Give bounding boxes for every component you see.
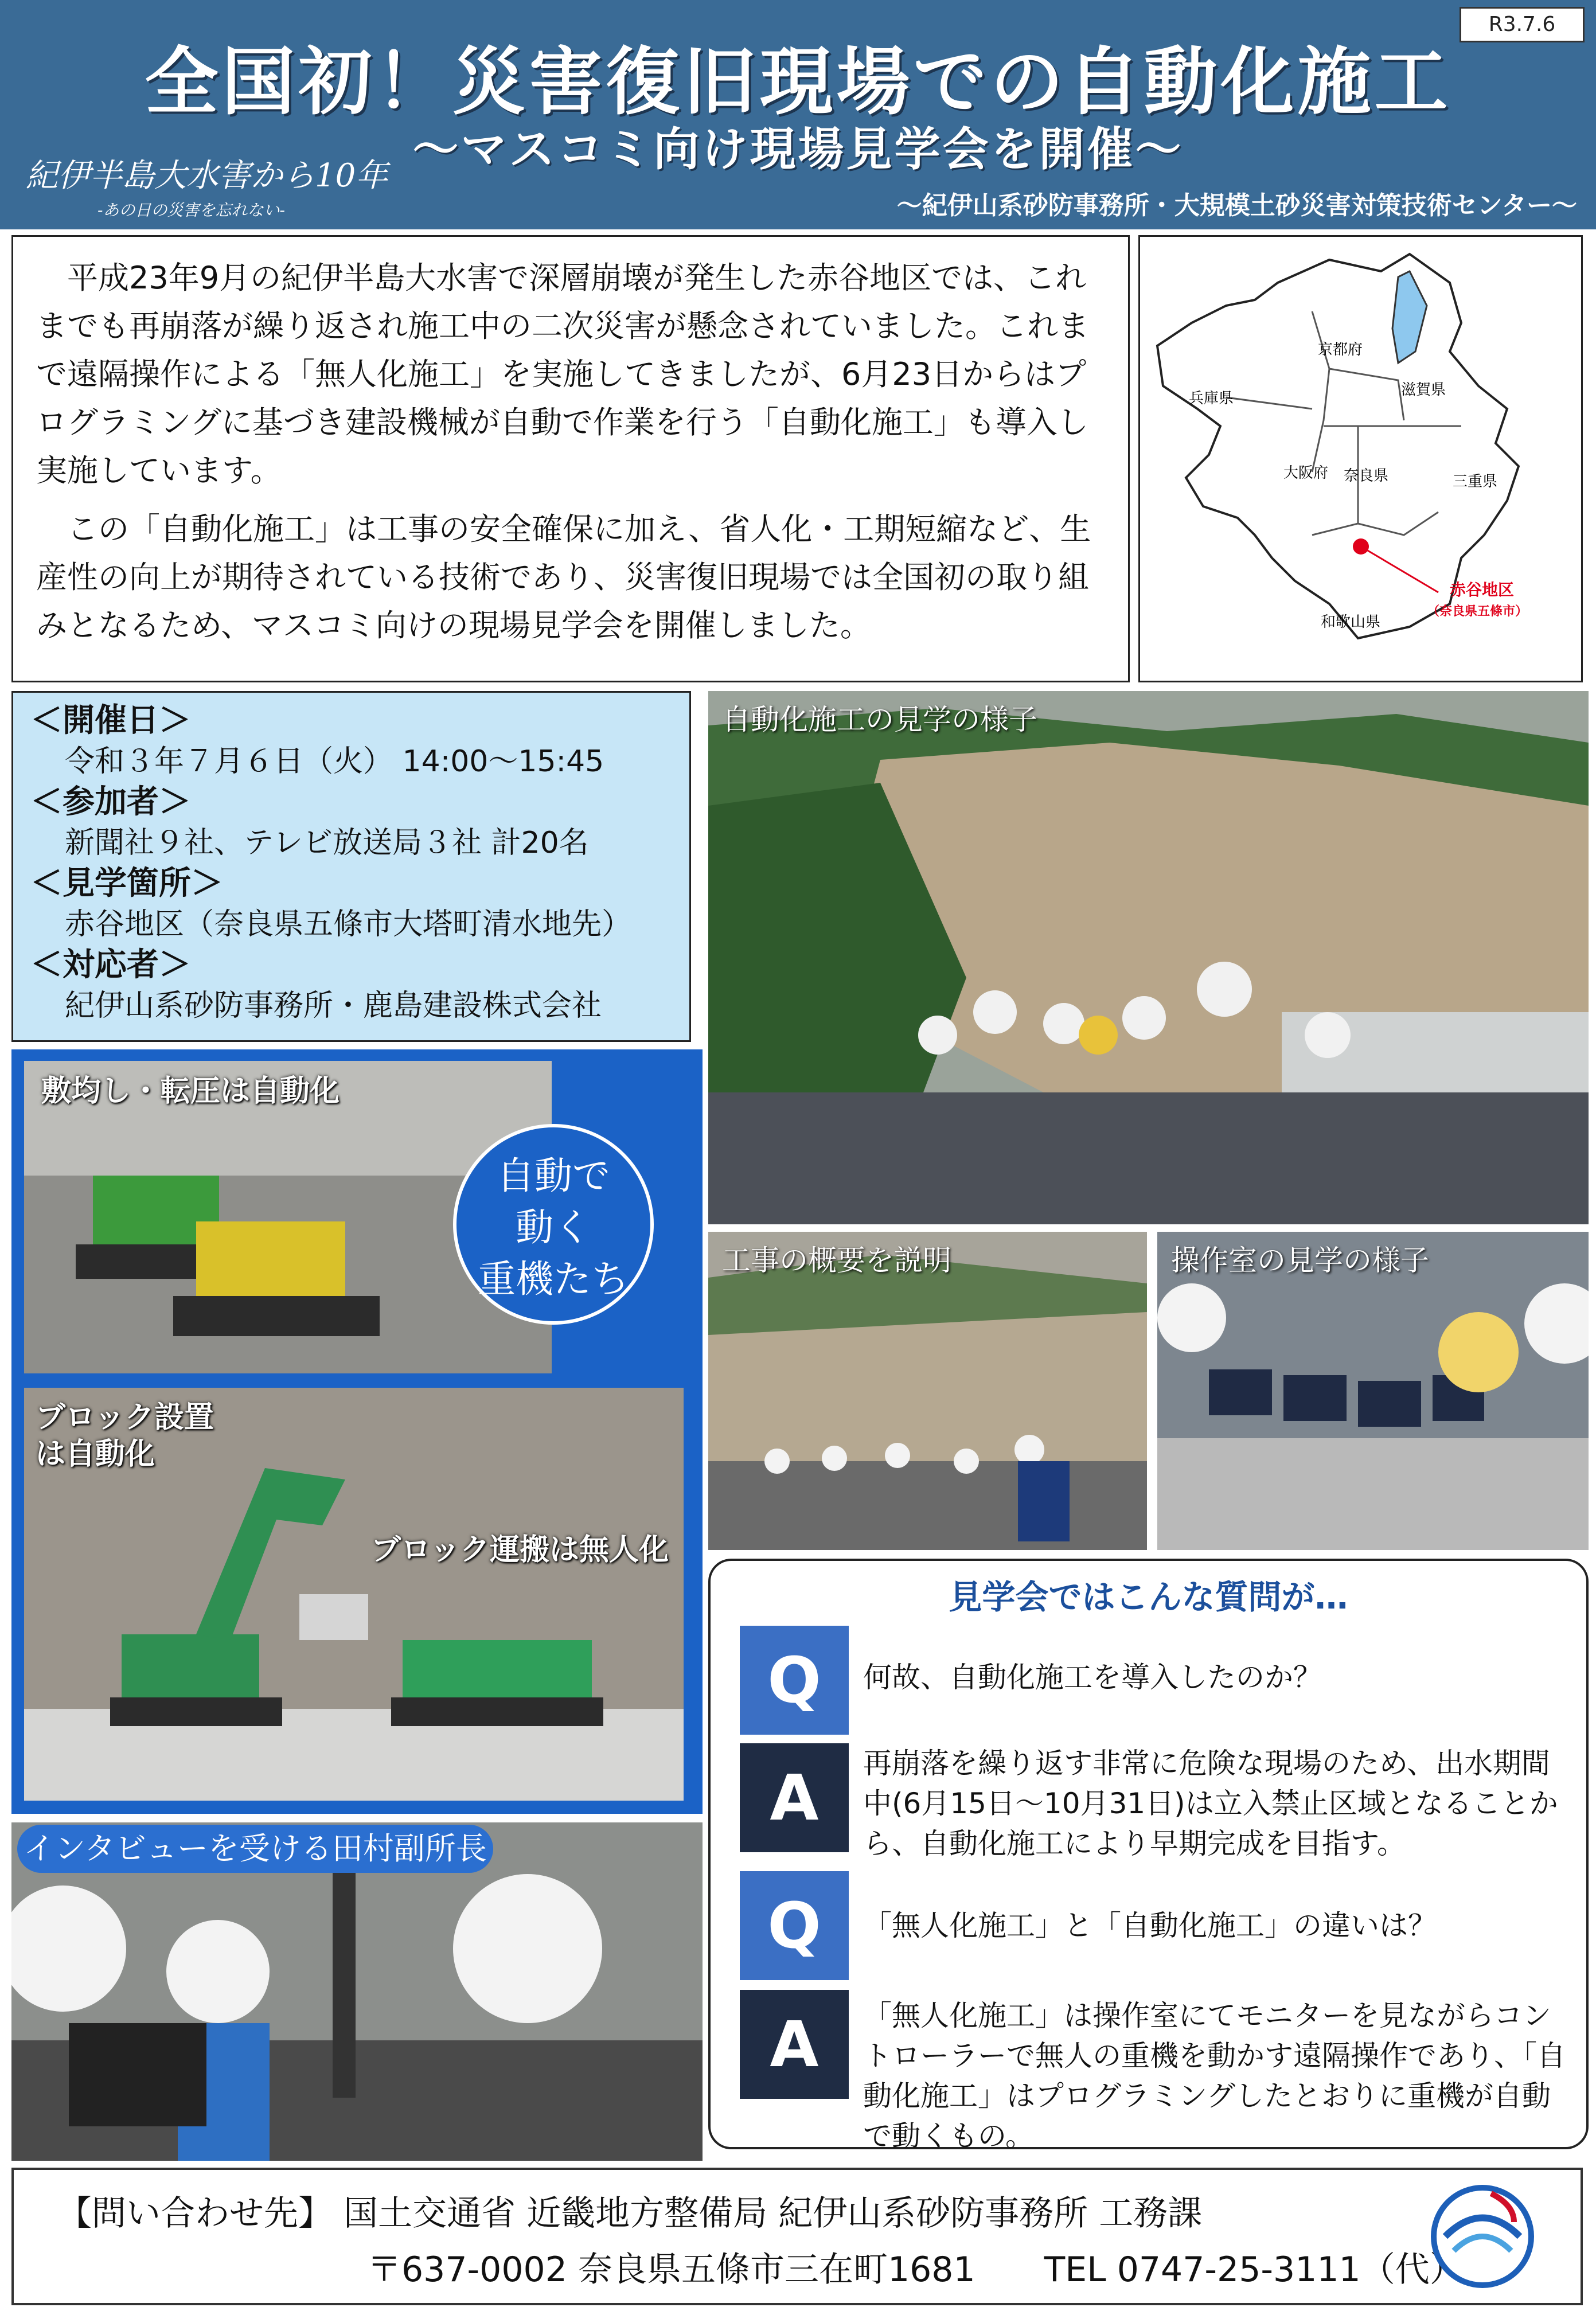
overview-photo-caption: 工事の概要を説明 — [722, 1244, 951, 1277]
question-1: 何故、自動化施工を導入したのか？ — [863, 1661, 1322, 1694]
intro-text-box — [11, 235, 1130, 682]
block-work-photo — [24, 1388, 684, 1801]
event-info-box — [11, 691, 691, 1042]
block-place-caption: ブロック設置は自動化 — [36, 1400, 214, 1471]
intro-paragraph-1: 平成23年9月の紀伊半島大水害で深層崩壊が発生した赤谷地区では、これまでも再崩落が繰り返され施工中の二次災害が懸念されていました。これまで遠隔操作による「無人化施工」を実施してきましたが、6月23日からはプログラミングに基づき建設機械が自動で作業を行う「自動化施工」も導入し実施しています。 — [36, 260, 1089, 489]
question-2: 「無人化施工」と「自動化施工」の違いは？ — [863, 1909, 1437, 1942]
leveling-caption: 敷均し・転圧は自動化 — [41, 1074, 340, 1108]
question-badge-2: Q — [740, 1871, 849, 1980]
interview-caption: インタビューを受ける田村副所長 — [17, 1825, 493, 1873]
map-label-hyogo: 兵庫県 — [1189, 390, 1234, 407]
info-place-value: 赤谷地区（奈良県五條市大塔町清水地先） — [65, 907, 632, 942]
map-site-sublabel: （奈良県五條市） — [1427, 604, 1528, 619]
page-title: 全国初！災害復旧現場での自動化施工 — [145, 40, 1451, 125]
interview-photo — [11, 1822, 703, 2161]
overview-photo — [708, 1232, 1147, 1550]
ministry-logo-icon — [1428, 2182, 1537, 2291]
map-label-kyoto: 京都府 — [1318, 341, 1363, 358]
answer-2: 「無人化施工」は操作室にてモニターを見ながらコントローラーで無人の重機を動かす遠隔操作であり、「自動化施工」はプログラミングしたとおりに重機が自動で動くもの。 — [863, 1999, 1566, 2153]
answer-badge-2: A — [740, 1990, 849, 2099]
question-badge-1: Q — [740, 1626, 849, 1735]
office-name: 〜紀伊山系砂防事務所・大規模土砂災害対策技術センター〜 — [896, 191, 1577, 220]
location-map — [1138, 235, 1583, 682]
answer-badge-1: A — [740, 1743, 849, 1852]
map-label-nara: 奈良県 — [1344, 467, 1389, 485]
control-room-photo-caption: 操作室の見学の様子 — [1171, 1244, 1429, 1277]
badge-line-1: 自動で — [497, 1154, 610, 1198]
map-label-osaka: 大阪府 — [1283, 464, 1329, 482]
block-carry-caption: ブロック運搬は無人化 — [371, 1533, 669, 1567]
map-label-wakayama: 和歌山県 — [1321, 614, 1381, 631]
info-place-label: ＜見学箇所＞ — [30, 865, 223, 902]
map-label-mie: 三重県 — [1453, 473, 1498, 490]
date-tag: R3.7.6 — [1460, 7, 1585, 42]
map-site-label: 赤谷地区 — [1450, 580, 1515, 599]
address-line: 〒637-0002 奈良県五條市三在町1681 TEL 0747-25-3111（代） — [367, 2250, 1464, 2290]
control-room-photo — [1157, 1232, 1589, 1550]
kinki-map-graphic — [1140, 237, 1581, 681]
auto-machines-badge — [453, 1124, 654, 1325]
badge-line-3: 重機たち — [478, 1257, 629, 1301]
anniversary-text: 紀伊半島大水害から10年 — [26, 157, 388, 194]
tour-photo-caption: 自動化施工の見学の様子 — [722, 703, 1037, 736]
intro-paragraph-2: この「自動化施工」は工事の安全確保に加え、省人化・工期短縮など、生産性の向上が期待されている技術であり、災害復旧現場では全国初の取り組みとなるため、マスコミ向けの現場見学会を開催しました。 — [36, 511, 1091, 643]
info-date-label: ＜開催日＞ — [30, 702, 191, 739]
answer-1: 再崩落を繰り返す非常に危険な現場のため、出水期間中(6月15日〜10月31日)は立入禁止区域となることから、自動化施工により早期完成を目指す。 — [863, 1747, 1558, 1860]
anniversary-subtext: -あの日の災害を忘れない- — [97, 201, 285, 220]
info-participants-value: 新聞社９社、テレビ放送局３社 計20名 — [65, 826, 589, 860]
badge-line-2: 動く — [516, 1205, 591, 1250]
site-marker-icon — [1353, 538, 1369, 555]
qa-title: 見学会ではこんな質問が… — [949, 1578, 1348, 1617]
map-label-shiga: 滋賀県 — [1401, 381, 1446, 399]
tour-photo — [708, 691, 1589, 1224]
info-participants-label: ＜参加者＞ — [30, 783, 191, 821]
contact-line: 【問い合わせ先】 国土交通省 近畿地方整備局 紀伊山系砂防事務所 工務課 — [57, 2193, 1203, 2234]
info-staff-label: ＜対応者＞ — [30, 946, 191, 983]
info-date-value: 令和３年７月６日（火） 14:00〜15:45 — [65, 744, 604, 779]
page-subtitle: 〜マスコミ向け現場見学会を開催〜 — [412, 123, 1184, 176]
info-staff-value: 紀伊山系砂防事務所・鹿島建設株式会社 — [65, 989, 602, 1023]
